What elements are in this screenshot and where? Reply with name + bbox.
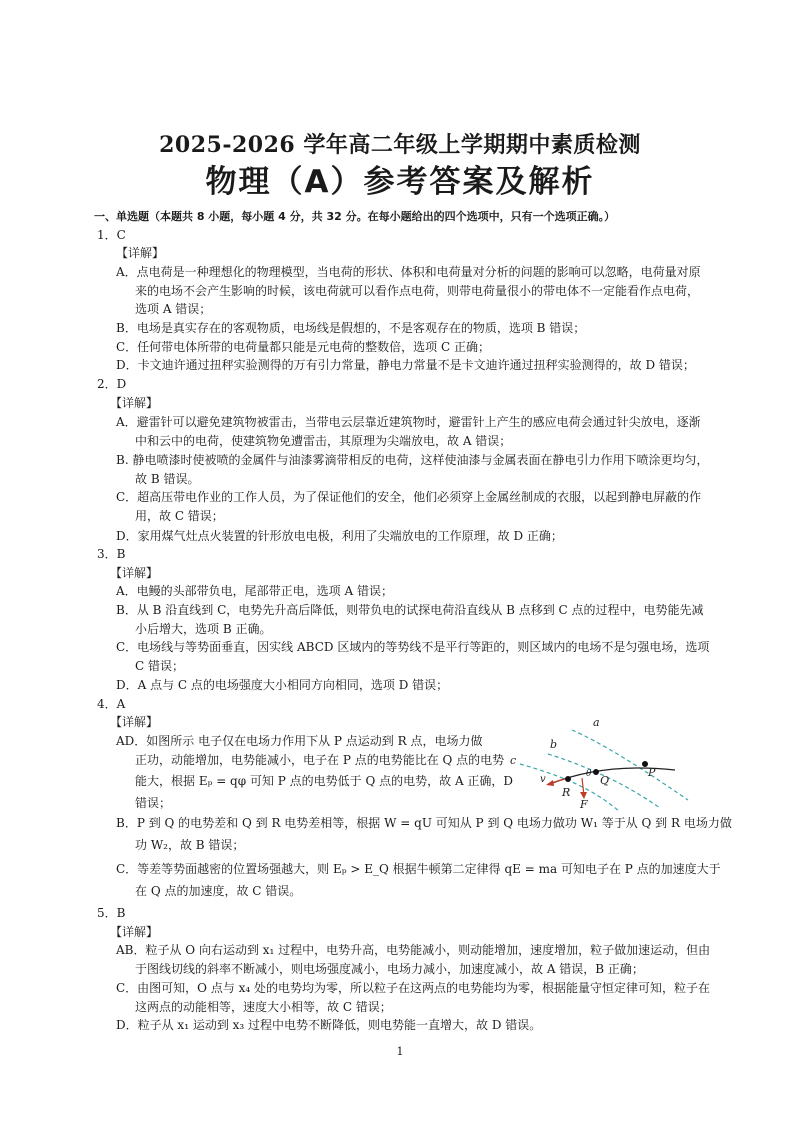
question-5-line: 这两点的动能相等，速度大小相等，故 C 错误； xyxy=(135,1000,392,1014)
point-r xyxy=(565,776,571,782)
section-heading: 一、单选题（本题共 8 小题，每小题 4 分，共 32 分。在每小题给出的四个选项中，只有一个选项正确。） xyxy=(94,210,616,223)
question-4-line: 在 Q 点的加速度，故 C 错误。 xyxy=(135,884,302,898)
question-1-detail-label: 【详解】 xyxy=(116,246,165,260)
question-4-line: C．等差等势面越密的位置场强越大，则 Eₚ > E_Q 根据牛顿第二定律得 qE = ma 可知电子在 P 点的加速度大于 xyxy=(116,862,721,876)
question-2-detail-label: 【详解】 xyxy=(110,396,159,410)
label-v: v xyxy=(540,774,546,785)
question-5-line: D．粒子从 x₁ 运动到 x₃ 过程中电势不断降低，则电势能一直增大，故 D 错误。 xyxy=(116,1018,542,1032)
label-theta: θ xyxy=(586,769,592,779)
question-4-answer: 4．A xyxy=(97,697,126,711)
label-a: a xyxy=(593,716,600,729)
question-4-line: AD．如图所示 电子仅在电场力作用下从 P 点运动到 R 点，电场力做 xyxy=(116,734,483,748)
label-b: b xyxy=(550,738,558,751)
question-4-line: 能大，根据 Eₚ = qφ 可知 P 点的电势低于 Q 点的电势，故 A 正确，D xyxy=(135,774,514,788)
point-q xyxy=(593,769,599,775)
label-f: F xyxy=(580,798,588,811)
question-2-line: A．避雷针可以避免建筑物被雷击，当带电云层靠近建筑物时，避雷针上产生的感应电荷会通过针尖放电，逐渐 xyxy=(116,415,701,429)
question-2-line: 故 B 错误。 xyxy=(135,472,200,486)
question-3-line: D．A 点与 C 点的电场强度大小相同方向相同，选项 D 错误； xyxy=(116,678,449,692)
question-3-line: A．电鳗的头部带负电，尾部带正电，选项 A 错误； xyxy=(116,584,393,598)
question-5-detail-label: 【详解】 xyxy=(110,925,159,939)
question-5-line: 于图线切线的斜率不断减小，则电场强度减小，电场力减小，加速度减小，故 A 错误，B 正确； xyxy=(135,962,644,976)
label-q: Q xyxy=(600,774,610,787)
question-5-line: AB．粒子从 O 向右运动到 x₁ 过程中，电势升高，电势能减小，则动能增加，速度增加，粒子做加速运动，但由 xyxy=(116,943,711,957)
question-3-answer: 3．B xyxy=(97,547,126,561)
question-1-line: D．卡文迪许通过扭秤实验测得的万有引力常量，静电力常量不是卡文迪许通过扭秤实验测得的，故 D 错误； xyxy=(116,358,695,372)
exam-title: 2025-2026 学年高二年级上学期期中素质检测 xyxy=(159,132,641,158)
question-4-line: 错误； xyxy=(135,796,172,810)
answer-key-title: 物理（A）参考答案及解析 xyxy=(205,164,595,200)
question-3-line: C 错误； xyxy=(135,659,184,673)
question-2-line: 用，故 C 错误； xyxy=(135,509,224,523)
page-number: 1 xyxy=(396,1045,404,1058)
question-2-line: 中和云中的电荷，使建筑物免遭雷击，其原理为尖端放电，故 A 错误； xyxy=(135,434,512,448)
question-1-line: A．点电荷是一种理想化的物理模型，当电荷的形状、体积和电荷量对分析的问题的影响可以忽略，电荷量对原 xyxy=(116,265,701,279)
question-2-line: B. 静电喷漆时使被喷的金属件与油漆雾滴带相反的电荷，这样使油漆与金属表面在静电引力作用下喷涂更均匀， xyxy=(116,453,709,467)
equipotential-line-a xyxy=(572,730,688,800)
label-p: P xyxy=(648,766,656,779)
question-4-detail-label: 【详解】 xyxy=(110,715,159,729)
question-1-answer: 1．C xyxy=(97,228,126,242)
question-5-answer: 5．B xyxy=(97,906,126,920)
question-3-line: C．电场线与等势面垂直，因实线 ABCD 区域内的等势线不是平行等距的，则区域内的电场不是匀强电场，选项 xyxy=(116,640,710,654)
question-2-line: C．超高压带电作业的工作人员，为了保证他们的安全，他们必须穿上金属丝制成的衣服，以起到静电屏蔽的作 xyxy=(116,490,702,504)
velocity-arrowhead xyxy=(546,780,554,786)
label-c: c xyxy=(510,754,517,767)
question-3-detail-label: 【详解】 xyxy=(110,566,159,580)
question-4-line: 功 W₂，故 B 错误； xyxy=(135,838,245,852)
question-2-line: D．家用煤气灶点火装置的针形放电电极，利用了尖端放电的工作原理，故 D 正确； xyxy=(116,529,563,543)
question-1-line: C．任何带电体所带的电荷量都只能是元电荷的整数倍，选项 C 正确； xyxy=(116,340,490,354)
question-2-answer: 2．D xyxy=(97,377,127,391)
question-1-line: B．电场是真实存在的客观物质，电场线是假想的，不是客观存在的物质，选项 B 错误； xyxy=(116,321,586,335)
question-3-line: B．从 B 沿直线到 C，电势先升高后降低，则带负电的试探电荷沿直线从 B 点移到 C 点的过程中，电势能先减 xyxy=(116,603,704,617)
question-5-line: C．由图可知，O 点与 x₄ 处的电势均为零，所以粒子在这两点的电势能均为零，根据能量守恒定律可知，粒子在 xyxy=(116,981,711,995)
question-1-line: 选项 A 错误； xyxy=(135,302,212,316)
equipotential-diagram xyxy=(510,712,700,812)
question-4-line: B．P 到 Q 的电势差和 Q 到 R 电势差相等，根据 W = qU 可知从 P 到 Q 电场力做功 W₁ 等于从 Q 到 R 电场力做 xyxy=(116,816,732,830)
question-1-line: 来的电场不会产生影响的时候，该电荷就可以看作点电荷，则带电荷量很小的带电体不一定能看作点电荷， xyxy=(135,284,700,298)
label-r: R xyxy=(562,786,571,799)
question-3-line: 小后增大，选项 B 正确。 xyxy=(135,622,272,636)
question-4-line: 正功，动能增加，电势能减小，电子在 P 点的电势能比在 Q 点的电势 xyxy=(135,753,505,767)
